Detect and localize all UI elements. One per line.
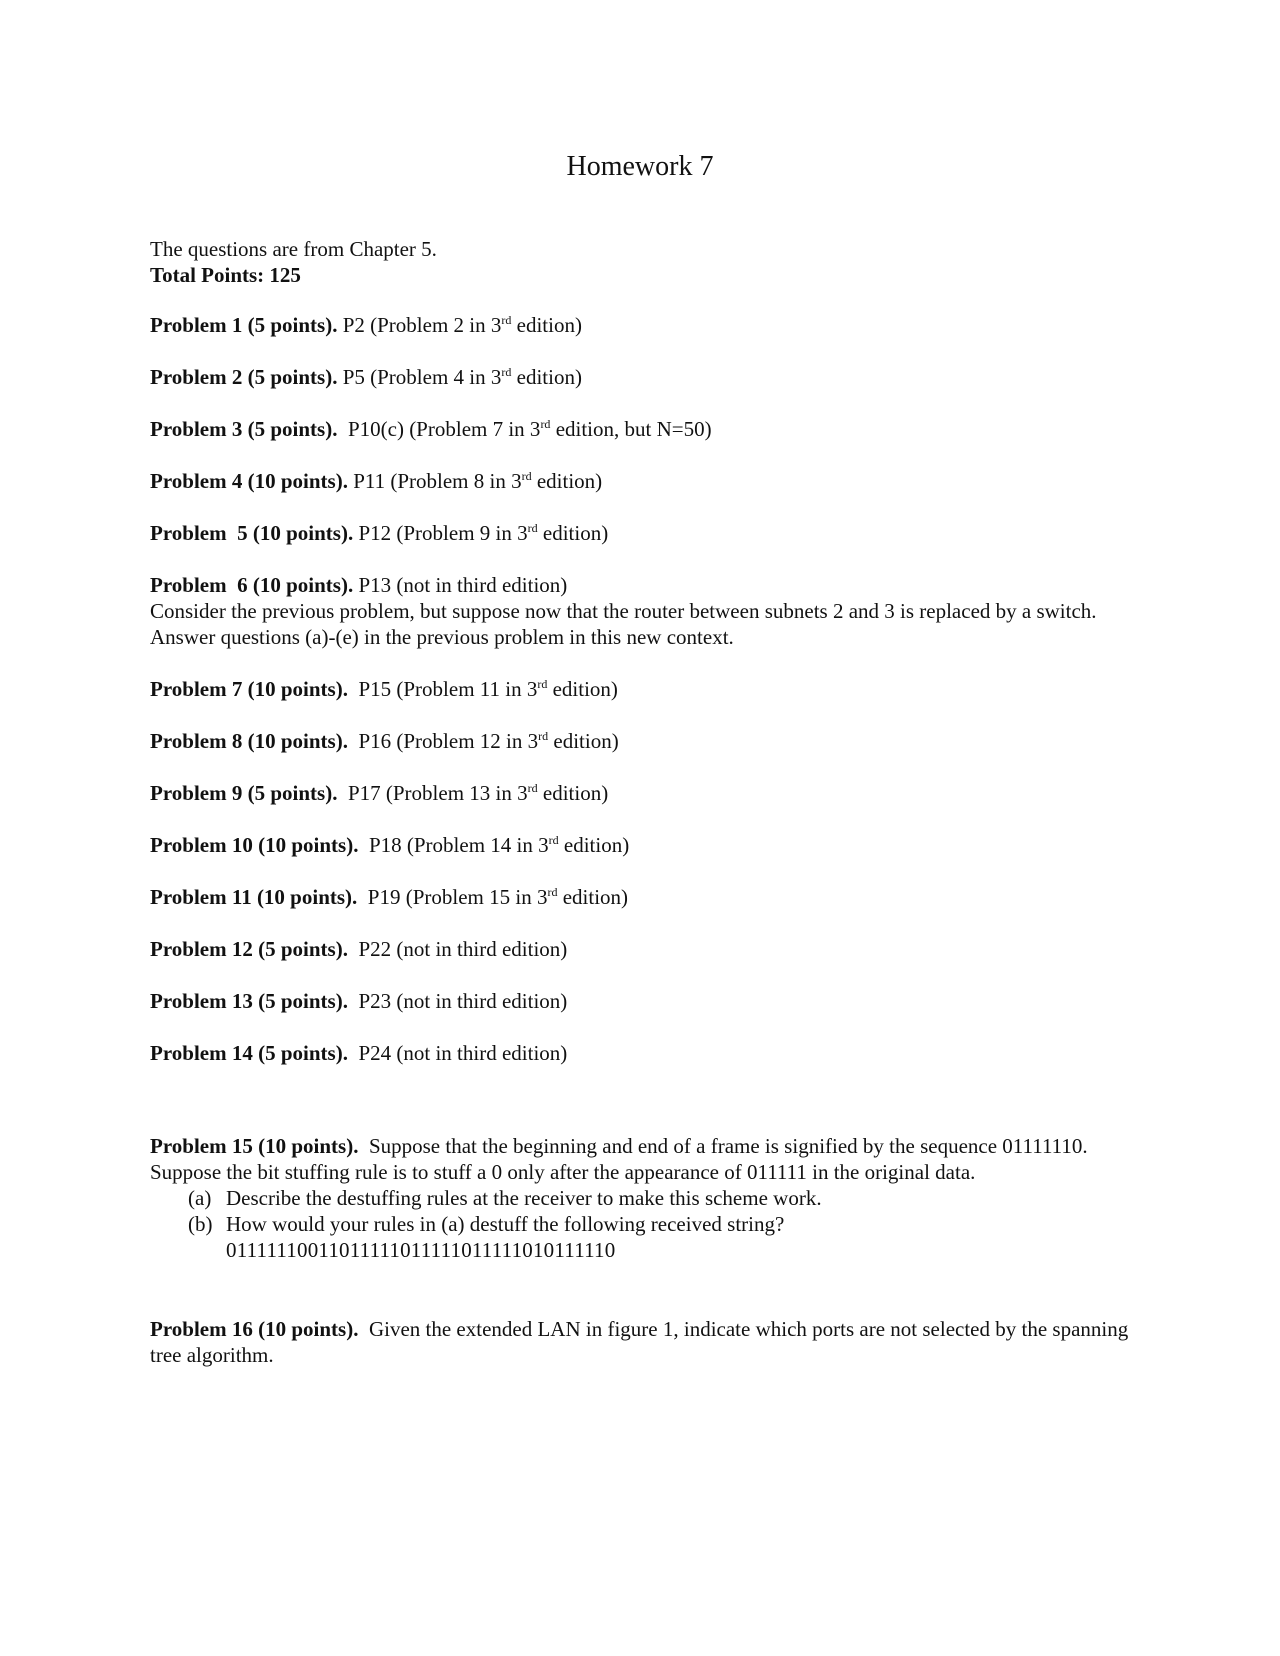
problem-15-subparts <box>150 1185 1130 1237</box>
problem-item <box>150 936 1130 962</box>
problem-list <box>150 312 1130 1092</box>
edition-ordinal: rd <box>538 729 549 743</box>
problem-reference: P22 (not in third edition) <box>347 937 568 961</box>
problem-reference: P16 (Problem 12 in 3 <box>347 729 539 753</box>
problem-heading: Problem 11 (10 points). <box>150 885 358 909</box>
problem-edition-note: edition) <box>548 729 619 753</box>
edition-ordinal: rd <box>537 677 548 691</box>
problem-heading: Problem 5 (10 points). <box>150 521 354 545</box>
edition-ordinal: rd <box>547 885 558 899</box>
problem-heading: Problem 3 (5 points). <box>150 417 338 441</box>
problem-heading: Problem 13 (5 points). <box>150 989 348 1013</box>
problem-reference: P19 (Problem 15 in 3 <box>357 885 548 909</box>
problem-heading: Problem 6 (10 points). <box>150 573 354 597</box>
problem-reference: P12 (Problem 9 in 3 <box>353 521 528 545</box>
problem-heading: Problem 7 (10 points). <box>150 677 348 701</box>
problem-reference: P13 (not in third edition) <box>353 573 568 597</box>
problem-description: Consider the previous problem, but suppose now that the router between subnets 2 and 3 is replaced by a switch. Answer questions (a)-(e) in the previous problem in this new context. <box>150 599 1097 649</box>
problem-edition-note: edition) <box>537 781 609 805</box>
problem-edition-note: edition) <box>511 365 582 389</box>
intro <box>150 236 1130 288</box>
problem-heading: Problem 4 (10 points). <box>150 469 348 493</box>
intro-text: The questions are from Chapter 5. <box>150 237 437 261</box>
subpart-a <box>150 1185 1130 1211</box>
problem-item <box>150 520 1130 546</box>
problem-15-heading: Problem 15 (10 points). <box>150 1134 359 1158</box>
problem-15-text <box>150 1133 1130 1185</box>
problem-item <box>150 832 1130 858</box>
problem-edition-note: edition) <box>557 885 629 909</box>
edition-ordinal: rd <box>527 781 538 795</box>
problem-reference: P10(c) (Problem 7 in 3 <box>337 417 541 441</box>
edition-ordinal: rd <box>521 469 532 483</box>
edition-ordinal: rd <box>501 313 512 327</box>
subpart-b <box>150 1211 1130 1237</box>
problem-16 <box>150 1316 1134 1368</box>
problem-item <box>150 884 1130 910</box>
problem-heading: Problem 1 (5 points). <box>150 313 338 337</box>
problem-heading: Problem 9 (5 points). <box>150 781 338 805</box>
edition-ordinal: rd <box>501 365 512 379</box>
problem-item <box>150 676 1130 702</box>
problem-item <box>150 416 1130 442</box>
problem-item <box>150 468 1130 494</box>
problem-heading: Problem 2 (5 points). <box>150 365 338 389</box>
problem-item <box>150 1040 1130 1066</box>
problem-edition-note: edition) <box>531 469 603 493</box>
problem-edition-note: edition) <box>558 833 630 857</box>
problem-reference: P2 (Problem 2 in 3 <box>337 313 502 337</box>
problem-edition-note: edition, but N=50) <box>550 417 712 441</box>
problem-item <box>150 312 1130 338</box>
problem-16-heading: Problem 16 (10 points). <box>150 1317 359 1341</box>
problem-heading: Problem 12 (5 points). <box>150 937 348 961</box>
subpart-a-text: Describe the destuffing rules at the receiver to make this scheme work. <box>226 1186 822 1210</box>
problem-15 <box>150 1133 1130 1263</box>
problem-heading: Problem 8 (10 points). <box>150 729 348 753</box>
subpart-a-label: (a) <box>188 1186 212 1210</box>
page-title: Homework 7 <box>566 151 714 182</box>
problem-reference: P15 (Problem 11 in 3 <box>347 677 538 701</box>
problem-item <box>150 364 1130 390</box>
problem-item <box>150 780 1130 806</box>
problem-item <box>150 988 1130 1014</box>
problem-16-body: Given the extended LAN in figure 1, indicate which ports are not selected by the spanning tree algorithm. <box>150 1317 1134 1367</box>
problem-heading: Problem 14 (5 points). <box>150 1041 348 1065</box>
problem-heading: Problem 10 (10 points). <box>150 833 359 857</box>
edition-ordinal: rd <box>540 417 551 431</box>
total-points: Total Points: 125 <box>150 263 301 287</box>
problem-edition-note: edition) <box>547 677 618 701</box>
problem-15-body: Suppose that the beginning and end of a frame is signified by the sequence 01111110. Suppose the bit stuffing rule is to stuff a 0 only after the appearance of 011111 in the original data. <box>150 1134 1093 1184</box>
problem-reference: P11 (Problem 8 in 3 <box>347 469 522 493</box>
problem-reference: P23 (not in third edition) <box>347 989 568 1013</box>
subpart-b-label: (b) <box>188 1212 213 1236</box>
problem-reference: P24 (not in third edition) <box>347 1041 568 1065</box>
problem-reference: P18 (Problem 14 in 3 <box>358 833 549 857</box>
edition-ordinal: rd <box>548 833 559 847</box>
problem-reference: P17 (Problem 13 in 3 <box>337 781 528 805</box>
received-bitstring: 01111110011011111011111011111010111110 <box>226 1238 616 1262</box>
problem-edition-note: edition) <box>537 521 609 545</box>
edition-ordinal: rd <box>527 521 538 535</box>
problem-reference: P5 (Problem 4 in 3 <box>337 365 502 389</box>
problem-edition-note: edition) <box>511 313 582 337</box>
subpart-b-text: How would your rules in (a) destuff the following received string? <box>226 1212 785 1236</box>
problem-item <box>150 728 1130 754</box>
problem-item <box>150 572 1130 650</box>
